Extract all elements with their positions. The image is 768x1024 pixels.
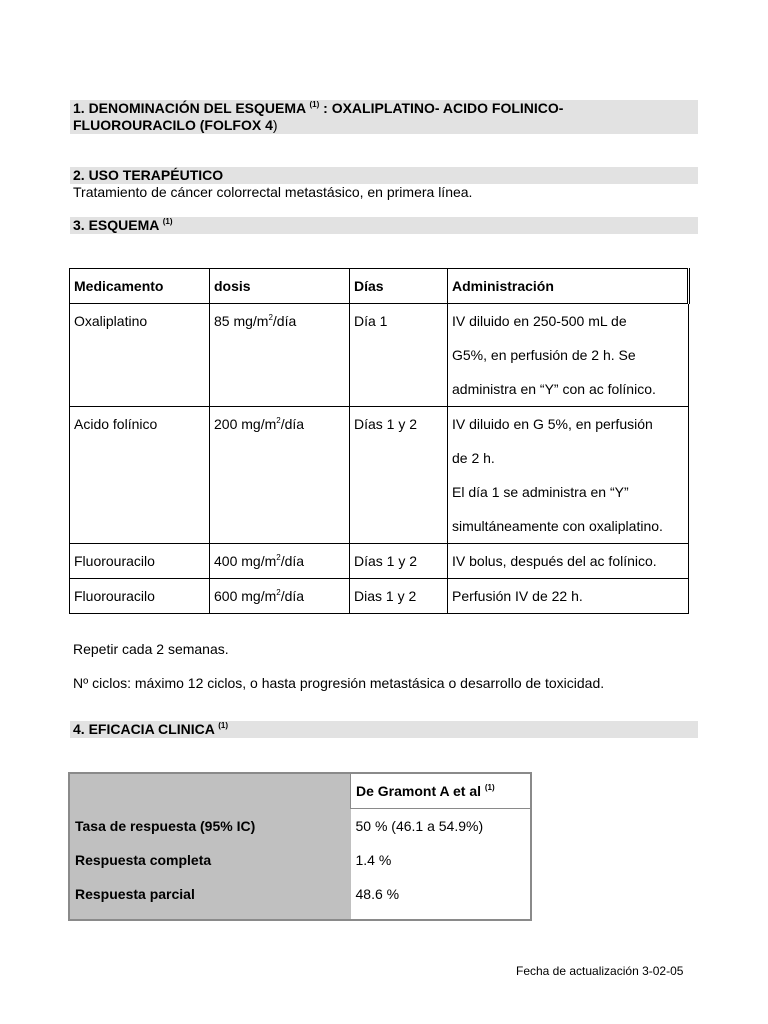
drug-days: Dias 1 y 2 xyxy=(350,579,448,614)
drug-name: Acido folínico xyxy=(70,407,210,544)
efficacy-label: Tasa de respuesta (95% IC) xyxy=(69,809,351,844)
efficacy-column-header: De Gramont A et al $^{(1)}$ xyxy=(351,773,532,809)
section-3-title: 3. ESQUEMA xyxy=(73,217,159,233)
drug-admin: Perfusión IV de 22 h. xyxy=(448,579,689,614)
section-4-ref: (1) xyxy=(218,721,228,730)
section-1-ref: (1) xyxy=(309,100,320,109)
section-1-title-c: FLUOROURACILO (FOLFOX 4 xyxy=(73,117,273,133)
efficacy-header-blank xyxy=(69,773,351,809)
drug-dose: 400 $mg/m^2$/día xyxy=(210,544,350,579)
efficacy-value: 48.6 % xyxy=(351,877,532,920)
section-1-heading xyxy=(70,100,698,134)
section-4-title: 4. EFICACIA CLINICA xyxy=(73,721,215,737)
section-2-heading xyxy=(70,167,698,184)
efficacy-value: 1.4 % xyxy=(351,843,532,877)
table-row xyxy=(70,579,689,614)
drug-days: Días 1 y 2 xyxy=(350,407,448,544)
drug-name: Oxaliplatino xyxy=(70,304,210,407)
scheme-table xyxy=(69,268,690,614)
table-row xyxy=(69,877,531,920)
drug-dose: 200 $mg/m^2$/día xyxy=(210,407,350,544)
drug-days: Días 1 y 2 xyxy=(350,544,448,579)
header-medicamento: Medicamento xyxy=(70,269,210,304)
section-1-title-d: ) xyxy=(272,117,278,133)
efficacy-column-ref: (1) xyxy=(484,783,495,792)
section-3-ref: (1) xyxy=(162,217,173,226)
drug-admin: IV diluido en G 5%, en perfusión de 2 h. El día 1 se administra en “Y” simultáneamente con oxaliplatino. xyxy=(448,407,689,544)
section-4-heading xyxy=(70,721,698,738)
scheme-table-header xyxy=(70,269,689,304)
table-row xyxy=(69,809,531,844)
drug-dose: 600 $mg/m^2$/día xyxy=(210,579,350,614)
drug-days: Día 1 xyxy=(350,304,448,407)
drug-name: Fluorouracilo xyxy=(70,544,210,579)
section-2-title: 2. USO TERAPÉUTICO xyxy=(73,167,224,183)
efficacy-value: 50 % (46.1 a 54.9%) xyxy=(351,809,532,844)
section-3-heading xyxy=(70,217,698,234)
update-date-footer: Fecha de actualización 3-02-05 xyxy=(516,964,684,978)
section-1-title-b: : OXALIPLATINO- ACIDO FOLINICO- xyxy=(323,100,564,116)
header-dias: Días xyxy=(350,269,448,304)
drug-admin: IV diluido en 250-500 mL de G5%, en perfusión de 2 h. Se administra en “Y” con ac folínico. xyxy=(448,304,689,407)
table-row xyxy=(70,407,689,544)
efficacy-table xyxy=(68,772,532,921)
drug-admin: IV bolus, después del ac folínico. xyxy=(448,544,689,579)
cycles-text: Nº ciclos: máximo 12 ciclos, o hasta progresión metastásica o desarrollo de toxicidad. xyxy=(73,675,605,691)
section-2-text: Tratamiento de cáncer colorrectal metastásico, en primera línea. xyxy=(73,184,473,200)
header-administracion: Administración xyxy=(448,269,689,304)
table-row xyxy=(70,304,689,407)
efficacy-label: Respuesta parcial xyxy=(69,877,351,920)
efficacy-header-row xyxy=(69,773,531,809)
drug-name: Fluorouracilo xyxy=(70,579,210,614)
table-row xyxy=(70,544,689,579)
section-1-title-a: 1. DENOMINACIÓN DEL ESQUEMA xyxy=(73,100,306,116)
drug-dose: 85 $mg/m^2$/día xyxy=(210,304,350,407)
efficacy-label: Respuesta completa xyxy=(69,843,351,877)
header-dosis: dosis xyxy=(210,269,350,304)
repeat-text: Repetir cada 2 semanas. xyxy=(73,641,229,657)
table-row xyxy=(69,843,531,877)
